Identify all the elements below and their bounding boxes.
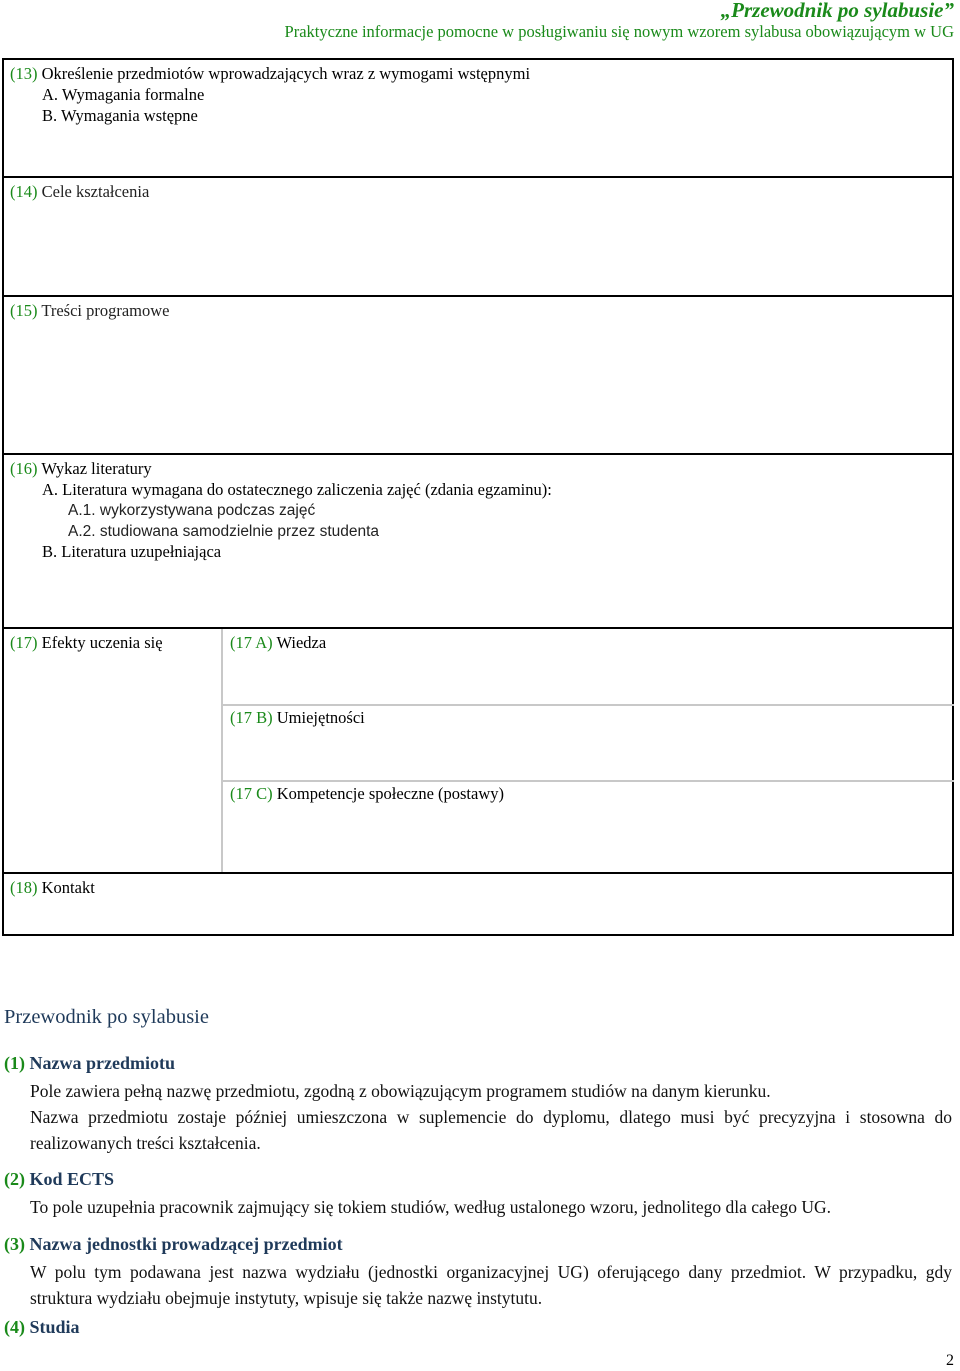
field-17a-label: (17 A) Wiedza <box>230 633 327 652</box>
field-16-label: (16) Wykaz literatury <box>10 459 152 478</box>
field-16-b: B. Literatura uzupełniająca <box>42 542 222 561</box>
field-16-a2: A.2. studiowana samodzielnie przez studenta <box>68 523 380 540</box>
guide-item-2-paragraph-1: To pole uzupełnia pracownik zajmujący się tokiem studiów, według ustalonego wzoru, jednolitego dla całego UG. <box>30 1197 831 1217</box>
field-17-divider <box>221 629 223 872</box>
field-13-label: (13) Określenie przedmiotów wprowadzających wraz z wymogami wstępnymi <box>10 64 531 83</box>
guide-title: Przewodnik po sylabusie <box>4 1006 209 1028</box>
field-16-a1: A.1. wykorzystywana podczas zajęć <box>68 502 316 519</box>
field-17-label: (17) Efekty uczenia się <box>10 633 163 652</box>
field-15-box <box>2 295 954 455</box>
guide-item-4-heading: (4) Studia <box>4 1317 80 1337</box>
guide-item-3-paragraph-1: W polu tym podawana jest nazwa wydziału (jednostki organizacyjnej UG) oferującego dany przedmiot. W przypadku, gdy struktura wydziału obejmuje instytuty, wpisuje się także nazwę instytutu. <box>30 1262 952 1308</box>
field-17b-label: (17 B) Umiejętności <box>230 708 365 727</box>
guide-item-1-paragraph-1: Pole zawiera pełną nazwę przedmiotu, zgodną z obowiązującym programem studiów na danym kierunku. <box>30 1081 771 1101</box>
document-running-title: „Przewodnik po sylabusie” <box>720 0 954 22</box>
field-14-label: (14) Cele kształcenia <box>10 182 150 201</box>
field-13-b: B. Wymagania wstępne <box>42 106 198 125</box>
field-13-a: A. Wymagania formalne <box>42 85 205 104</box>
guide-item-2-heading: (2) Kod ECTS <box>4 1169 115 1189</box>
field-17a-bottom-rule <box>221 704 954 706</box>
field-17-box <box>2 627 954 874</box>
guide-item-1-paragraph-2: Nazwa przedmiotu zostaje później umieszczona w suplemencie do dyplomu, dlatego musi być precyzyjna i stosowna do realizowanych treści kształcenia. <box>30 1107 952 1153</box>
field-16-a: A. Literatura wymagana do ostatecznego zaliczenia zajęć (zdania egzaminu): <box>42 480 552 499</box>
page-number: 2 <box>946 1352 954 1369</box>
field-13-box <box>2 58 954 178</box>
field-17b-bottom-rule <box>221 780 954 782</box>
guide-item-1-heading: (1) Nazwa przedmiotu <box>4 1053 175 1073</box>
field-17c-label: (17 C) Kompetencje społeczne (postawy) <box>230 784 504 803</box>
guide-item-3-heading: (3) Nazwa jednostki prowadzącej przedmiot <box>4 1234 343 1254</box>
document-running-subtitle: Praktyczne informacje pomocne w posługiwaniu się nowym wzorem sylabusa obowiązującym w UG <box>284 22 954 41</box>
field-18-box <box>2 872 954 936</box>
field-18-label: (18) Kontakt <box>10 878 95 897</box>
field-15-label: (15) Treści programowe <box>10 301 170 320</box>
field-16-box <box>2 453 954 629</box>
field-14-box <box>2 176 954 297</box>
